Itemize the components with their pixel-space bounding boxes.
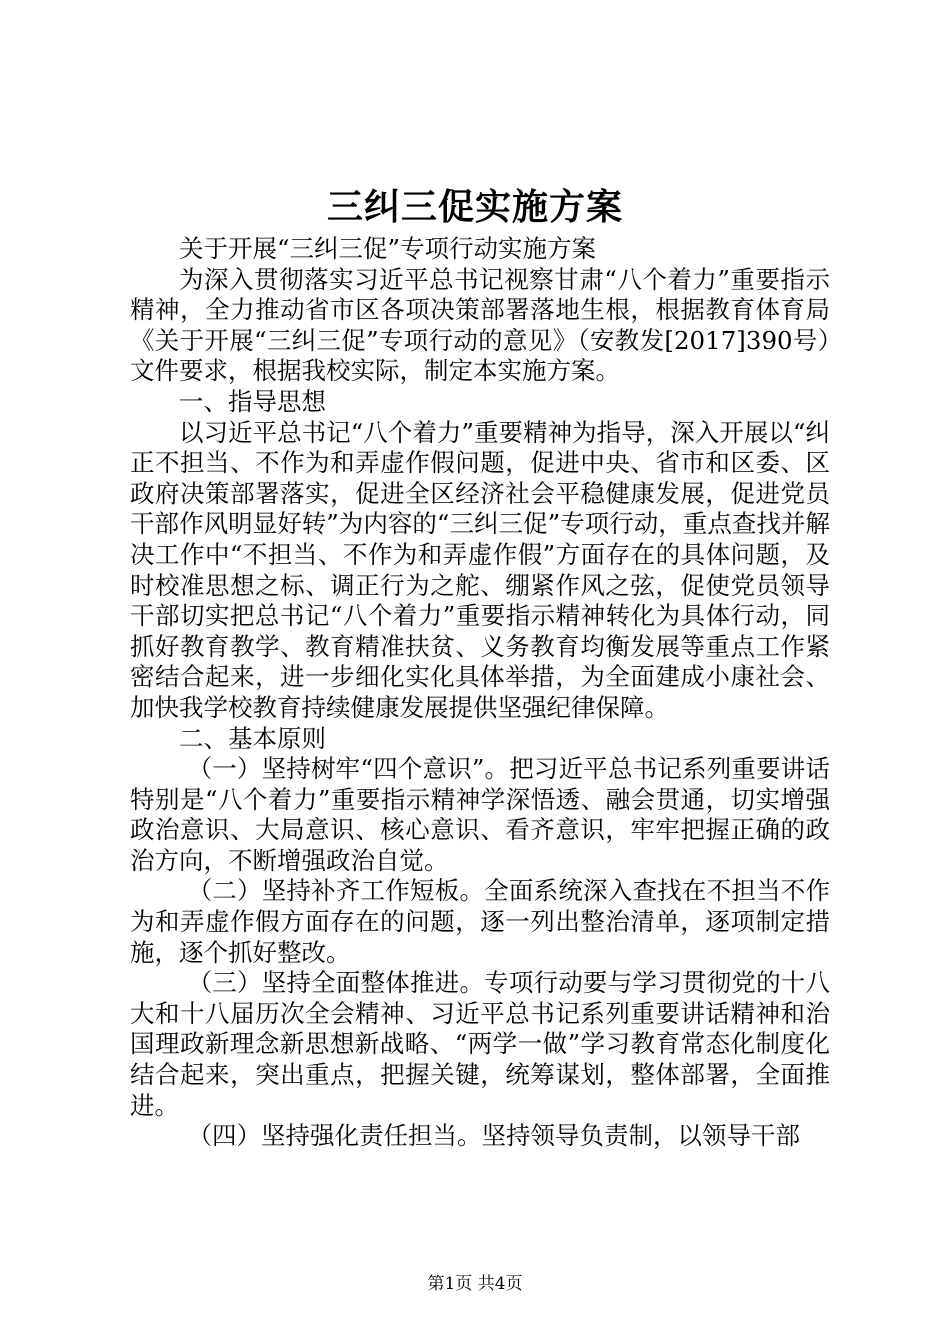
subtitle-paragraph: 关于开展“三纠三促”专项行动实施方案 [179, 234, 597, 263]
principle-item-3: （三）坚持全面整体推进。专项行动要与学习贯彻党的十八大和十八届历次全会精神、习近平总书记系列重要讲话精神和治国理政新理念新思想新战略、“两学一做”学习教育常态化制度化结合起来，突出重点，把握关键，统筹谋划，整体部署，全面推进。 [130, 968, 830, 1120]
section-heading-guiding-ideology: 一、指导思想 [179, 386, 326, 416]
page-number-footer: 第1页 共4页 [427, 1274, 523, 1294]
intro-paragraph: 为深入贯彻落实习近平总书记视察甘肃“八个着力”重要指示精神，全力推动省市区各项决策部署落地生根，根据教育体育局《关于开展“三纠三促”专项行动的意见》（安教发[2017]390号）文件要求，根据我校实际，制定本实施方案。 [130, 264, 830, 386]
principle-item-4: （四）坚持强化责任担当。坚持领导负责制，以领导干部 [187, 1121, 801, 1151]
principle-item-1: （一）坚持树牢“四个意识”。把习近平总书记系列重要讲话特别是“八个着力”重要指示精神学深悟透、融会贯通，切实增强政治意识、大局意识、核心意识、看齐意识，牢牢把握正确的政治方向，不断增强政治自觉。 [130, 754, 830, 875]
document-title: 三纠三促实施方案 [326, 186, 623, 228]
guiding-ideology-paragraph: 以习近平总书记“八个着力”重要精神为指导，深入开展以“纠正不担当、不作为和弄虚作假问题，促进中央、省市和区委、区政府决策部署落实，促进全区经济社会平稳健康发展，促进党员干部作风明显好转”为内容的“三纠三促”专项行动，重点查找并解决工作中“不担当、不作为和弄虚作假”方面存在的具体问题，及时校准思想之标、调正行为之舵、绷紧作风之弦，促使党员领导干部切实把总书记“八个着力”重要指示精神转化为具体行动，同抓好教育教学、教育精准扶贫、义务教育均衡发展等重点工作紧密结合起来，进一步细化实化具体举措，为全面建成小康社会、加快我学校教育持续健康发展提供坚强纪律保障。 [130, 417, 830, 722]
section-heading-basic-principles: 二、基本原则 [179, 723, 326, 753]
principle-item-2: （二）坚持补齐工作短板。全面系统深入查找在不担当不作为和弄虚作假方面存在的问题，逐一列出整治清单，逐项制定措施，逐个抓好整改。 [130, 876, 830, 967]
document-body [130, 234, 830, 1152]
